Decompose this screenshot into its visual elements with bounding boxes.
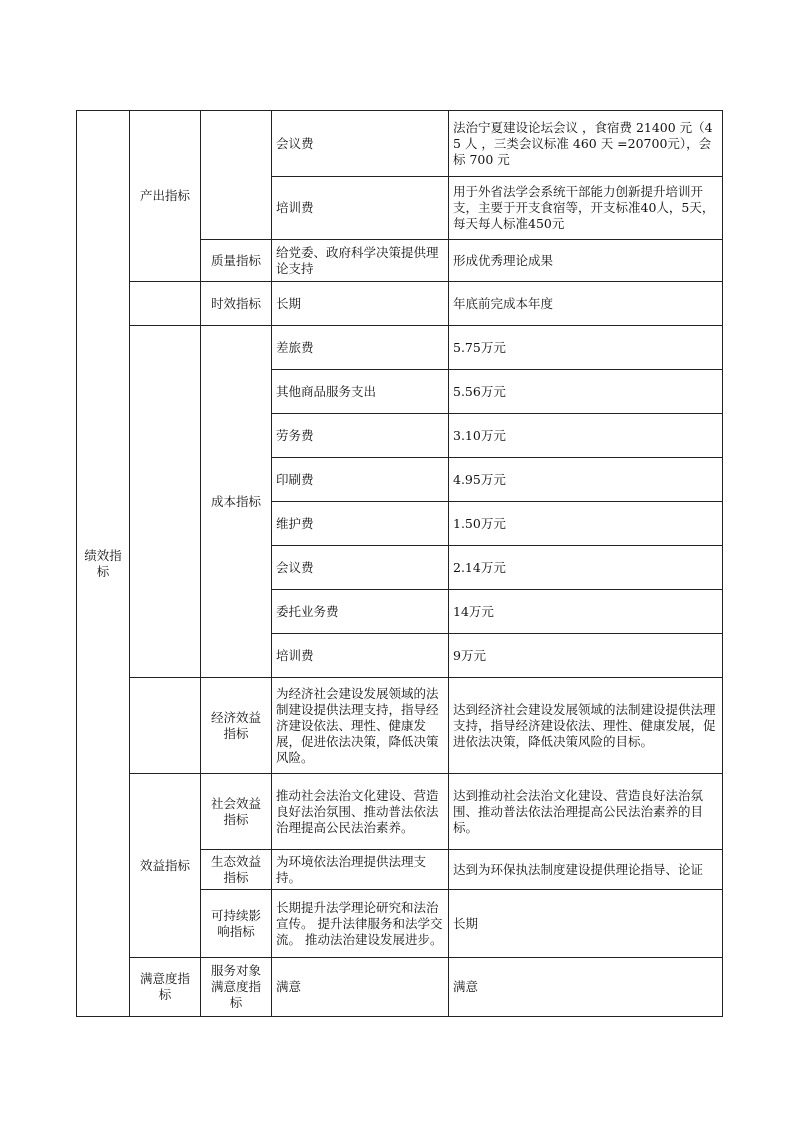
benefit-value: 达到推动社会法治文化建设、营造良好法治氛围、推动普法依法治理提高公民法治素养的目标。	[449, 774, 723, 850]
cost-group-empty	[130, 326, 201, 678]
output-indicator-label: 产出指标	[130, 111, 201, 282]
cost-item: 培训费	[272, 634, 449, 678]
benefit-spacer	[130, 678, 201, 774]
cost-item: 印刷费	[272, 458, 449, 502]
cost-value: 9万元	[449, 634, 723, 678]
cost-indicator-label: 成本指标	[201, 326, 272, 678]
satisfaction-indicator-label: 满意度指标	[130, 958, 201, 1017]
benefit-indicator-label: 效益指标	[130, 774, 201, 958]
cost-value: 4.95万元	[449, 458, 723, 502]
benefit-value: 达到经济社会建设发展领域的法制建设提供法理支持，指导经济建设依法、理性、健康发展，促进依法决策，降低决策风险的目标。	[449, 678, 723, 774]
satisfaction-item: 满意	[272, 958, 449, 1017]
quality-value: 形成优秀理论成果	[449, 240, 723, 282]
level1-performance-indicator: 绩效指标	[77, 111, 130, 1017]
benefit-item: 推动社会法治文化建设、营造良好法治氛围、推动普法依法治理提高公民法治素养。	[272, 774, 449, 850]
economic-benefit-label: 经济效益指标	[201, 678, 272, 774]
timeliness-item: 长期	[272, 282, 449, 326]
social-benefit-label: 社会效益指标	[201, 774, 272, 850]
cost-item: 劳务费	[272, 414, 449, 458]
timeliness-value: 年底前完成本年度	[449, 282, 723, 326]
cost-value: 5.56万元	[449, 370, 723, 414]
quantity-indicator-empty	[201, 111, 272, 240]
benefit-value: 达到为环保执法制度建设提供理论指导、论证	[449, 850, 723, 890]
performance-indicator-table	[76, 110, 723, 1017]
cost-item: 其他商品服务支出	[272, 370, 449, 414]
cost-item: 委托业务费	[272, 590, 449, 634]
benefit-item: 为经济社会建设发展领域的法制建设提供法理支持，指导经济建设依法、理性、健康发展，促进依法决策，降低决策风险。	[272, 678, 449, 774]
cost-value: 1.50万元	[449, 502, 723, 546]
cost-value: 2.14万元	[449, 546, 723, 590]
timeliness-indicator-label: 时效指标	[201, 282, 272, 326]
timeliness-group-empty	[130, 282, 201, 326]
output-item: 培训费	[272, 177, 449, 240]
cost-value: 3.10万元	[449, 414, 723, 458]
quality-indicator-label: 质量指标	[201, 240, 272, 282]
cost-item: 差旅费	[272, 326, 449, 370]
output-item: 会议费	[272, 111, 449, 177]
ecological-benefit-label: 生态效益指标	[201, 850, 272, 890]
cost-item: 会议费	[272, 546, 449, 590]
cost-value: 14万元	[449, 590, 723, 634]
output-value: 法治宁夏建设论坛会议 ，食宿费 21400 元（45 人 ，三类会议标准 460 天 =20700元），会标 700 元	[449, 111, 723, 177]
output-value: 用于外省法学会系统干部能力创新提升培训开支，主要于开支食宿等，开支标准40人，5天，每天每人标准450元	[449, 177, 723, 240]
cost-value: 5.75万元	[449, 326, 723, 370]
quality-item: 给党委、政府科学决策提供理论支持	[272, 240, 449, 282]
cost-item: 维护费	[272, 502, 449, 546]
benefit-value: 长期	[449, 890, 723, 958]
sustainable-impact-label: 可持续影响指标	[201, 890, 272, 958]
service-satisfaction-label: 服务对象满意度指标	[201, 958, 272, 1017]
satisfaction-value: 满意	[449, 958, 723, 1017]
benefit-item: 长期提升法学理论研究和法治宣传。 提升法律服务和法学交流。 推动法治建设发展进步。	[272, 890, 449, 958]
benefit-item: 为环境依法治理提供法理支持。	[272, 850, 449, 890]
